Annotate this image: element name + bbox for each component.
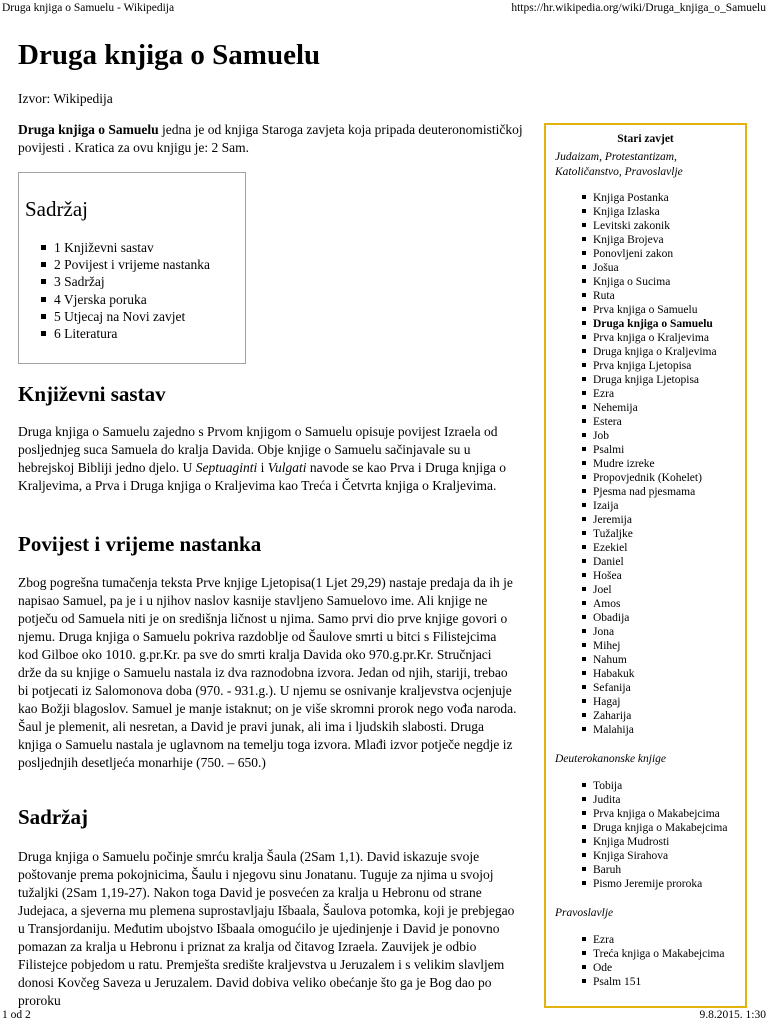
section-heading-povijest: Povijest i vrijeme nastanka [18,532,262,556]
print-datetime: 9.8.2015. 1:30 [699,1009,766,1021]
section-emphasis[interactable]: Septuaginti [195,460,258,475]
section-paragraph: Druga knjiga o Samuelu počinje smrću kralja Šaula (2Sam 1,1). David iskazuje svoje poštovanje prema pokojnicima, Šaulu i njegovu sinu Jonatanu. Tuguje za njima u svojoj tužaljki (2Sam 1,19-27). Nakon toga David je posvećen za kralja u Hebronu od strane Judejaca, a sjeverna mu plemena suprostavljaju Išbaala, Šaulova potomka, koji je prebjegao u Transjordaniju. Međutim ubojstvo Išbaala omogućilo je ujedinjenje i David je ponovno pomazan za kralja u Hebronu i priznat za kralja od čitavog Izraela. Zauvijek je odbio Filistejce pobjedom u ratu. Premješta središte kraljevstva u Jeruzalem i s velikim slavljem donosi Kovčeg Saveza u Jeruzalem. David dobiva veliko obećanje što ga je Bog dao po proroku [18,849,515,1008]
infobox-book-item[interactable]: Druga knjiga o Kraljevima [582,345,717,359]
section-emphasis[interactable]: Vulgati [267,460,307,475]
infobox-orthodox-list [582,933,724,989]
infobox-book-item[interactable]: Levitski zakonik [582,219,717,233]
infobox-book-item: Druga knjiga o Samuelu [582,317,717,331]
toc-item[interactable]: 4 Vjerska poruka [41,291,210,308]
infobox-orthodox-label: Pravoslavlje [555,907,614,919]
infobox-book-item[interactable]: Habakuk [582,667,717,681]
infobox-book-list [582,191,717,737]
infobox-book-item[interactable]: Pismo Jeremije proroka [582,877,727,891]
infobox-book-item[interactable]: Psalmi [582,443,717,457]
infobox-book-item[interactable]: Knjiga Postanka [582,191,717,205]
page-title: Druga knjiga o Samuelu [18,39,321,71]
print-header [0,0,768,16]
section-heading-sadrzaj: Sadržaj [18,805,88,829]
infobox-book-item[interactable]: Hošea [582,569,717,583]
source-line: Izvor: Wikipedija [18,91,113,106]
infobox-book-item[interactable]: Joel [582,583,717,597]
infobox-deutero-list [582,779,727,891]
infobox-book-item[interactable]: Knjiga o Sucima [582,275,717,289]
infobox-book-item[interactable]: Tobija [582,779,727,793]
infobox-book-item[interactable]: Hagaj [582,695,717,709]
infobox-book-item[interactable]: Malahija [582,723,717,737]
infobox-book-item[interactable]: Mihej [582,639,717,653]
infobox-book-item[interactable]: Ruta [582,289,717,303]
infobox-book-item[interactable]: Druga knjiga o Makabejcima [582,821,727,835]
infobox-book-item[interactable]: Izaija [582,499,717,513]
infobox-book-item[interactable]: Estera [582,415,717,429]
section-paragraph [18,423,518,495]
table-of-contents [18,172,246,364]
infobox-subtitle: Judaizam, Protestantizam, Katoličanstvo, Pravoslavlje [555,151,683,178]
infobox-book-item[interactable]: Pjesma nad pjesmama [582,485,717,499]
infobox-book-item[interactable]: Ezra [582,933,724,947]
infobox-book-item[interactable]: Jona [582,625,717,639]
toc-item[interactable]: 5 Utjecaj na Novi zavjet [41,308,210,325]
intro-paragraph [18,121,528,157]
infobox-book-item[interactable]: Prva knjiga Ljetopisa [582,359,717,373]
infobox-book-item[interactable]: Knjiga Brojeva [582,233,717,247]
toc-item[interactable]: 6 Literatura [41,325,210,342]
infobox-book-item[interactable]: Knjiga Mudrosti [582,835,727,849]
infobox-book-item[interactable]: Mudre izreke [582,457,717,471]
infobox-deutero-label: Deuterokanonske knjige [555,753,667,765]
toc-heading: Sadržaj [25,197,88,221]
infobox-book-item[interactable]: Knjiga Sirahova [582,849,727,863]
print-footer [0,1008,768,1024]
infobox-book-item[interactable]: Nahum [582,653,717,667]
infobox-book-item[interactable]: Knjiga Izlaska [582,205,717,219]
infobox-old-testament [544,123,747,1008]
intro-text: jedna je od knjiga Staroga zavjeta koja pripada deuteronomističkoj povijesti . Kratica za ovu knjigu je: 2 Sam. [18,122,523,155]
toc-list [41,239,210,342]
infobox-book-item[interactable]: Prva knjiga o Samuelu [582,303,717,317]
section-text: Druga knjiga o Samuelu zajedno s Prvom knjigom o Samuelu opisuje povijest Izraela od posljednjeg suca Samuela do kralja Davida. Obje knjige o Samuelu sačinjavale su u hebrejskoj Bibliji jedno djelo. U [18,424,498,475]
infobox-book-item[interactable]: Propovjednik (Kohelet) [582,471,717,485]
toc-item[interactable]: 3 Sadržaj [41,273,210,290]
infobox-book-item[interactable]: Job [582,429,717,443]
infobox-book-item[interactable]: Jošua [582,261,717,275]
intro-bold-title: Druga knjiga o Samuelu [18,122,159,137]
infobox-book-item[interactable]: Daniel [582,555,717,569]
infobox-book-item[interactable]: Zaharija [582,709,717,723]
print-header-title: Druga knjiga o Samuelu - Wikipedija [2,2,175,14]
infobox-title: Stari zavjet [617,133,674,145]
print-page-number: 1 od 2 [2,1009,31,1021]
print-header-url[interactable]: https://hr.wikipedia.org/wiki/Druga_knjiga_o_Samuelu [511,2,766,14]
infobox-book-item[interactable]: Prva knjiga o Makabejcima [582,807,727,821]
section-paragraph: Zbog pogrešna tumačenja teksta Prve knjige Ljetopisa(1 Ljet 29,29) nastaje predaja da ih je napisao Samuel, pa je i u njihov naslov kasnije stavljeno Samuelovo ime. Ali knjige ne potječu od Samuela niti je on središnja ličnost u njima. Samo prvi dio prve knjige govori o njemu. Druga knjiga o Samuelu pokriva razdoblje od Šaulove smrti u bitci s Filistejcima kod Gilboe oko 1010. g.pr.Kr. pa sve do smrti kralja Davida oko 970.g.pr.Kr. Stručnjaci drže da su knjige o Samuelu nastala iz dva raznodobna izvora. Jedan od njih, stariji, trebao bi potjecati iz Salomonova doba (970. - 931.g.). U njemu se osnivanje kraljevstva ocjenjuje kao Božji blagoslov. Samuel je manje istaknut; on je više skromni prorok nego vođa naroda. Šaul je plemenit, ali nesretan, a David je pravi junak, ali ima i ljudskih slabosti. Druga knjiga o Samuelu nastala je uglavnom na temelju toga izvora. Mlađi izvor potječe negdje iz posljednjih desetljeća monarhije (750. – 650.) [18,575,517,770]
toc-item[interactable]: 2 Povijest i vrijeme nastanka [41,256,210,273]
infobox-book-item[interactable]: Amos [582,597,717,611]
infobox-book-item[interactable]: Jeremija [582,513,717,527]
infobox-book-item[interactable]: Prva knjiga o Kraljevima [582,331,717,345]
infobox-book-item[interactable]: Judita [582,793,727,807]
infobox-book-item[interactable]: Ode [582,961,724,975]
toc-item[interactable]: 1 Književni sastav [41,239,210,256]
infobox-book-item[interactable]: Baruh [582,863,727,877]
section-text: i [257,460,268,475]
infobox-book-item[interactable]: Ponovljeni zakon [582,247,717,261]
infobox-book-item[interactable]: Druga knjiga Ljetopisa [582,373,717,387]
infobox-book-item[interactable]: Obadija [582,611,717,625]
section-heading-knjizevni-sastav: Književni sastav [18,382,166,406]
infobox-book-item[interactable]: Tužaljke [582,527,717,541]
infobox-book-item[interactable]: Sefanija [582,681,717,695]
infobox-book-item[interactable]: Treća knjiga o Makabejcima [582,947,724,961]
infobox-book-item[interactable]: Ezekiel [582,541,717,555]
infobox-book-item[interactable]: Nehemija [582,401,717,415]
infobox-book-item[interactable]: Ezra [582,387,717,401]
infobox-book-item[interactable]: Psalm 151 [582,975,724,989]
section-text: navode se kao Prva i Druga knjiga o Kraljevima, a Prva i Druga knjiga o Kraljevima kao Treća i Četvrta knjiga o Kraljevima. [18,460,506,493]
